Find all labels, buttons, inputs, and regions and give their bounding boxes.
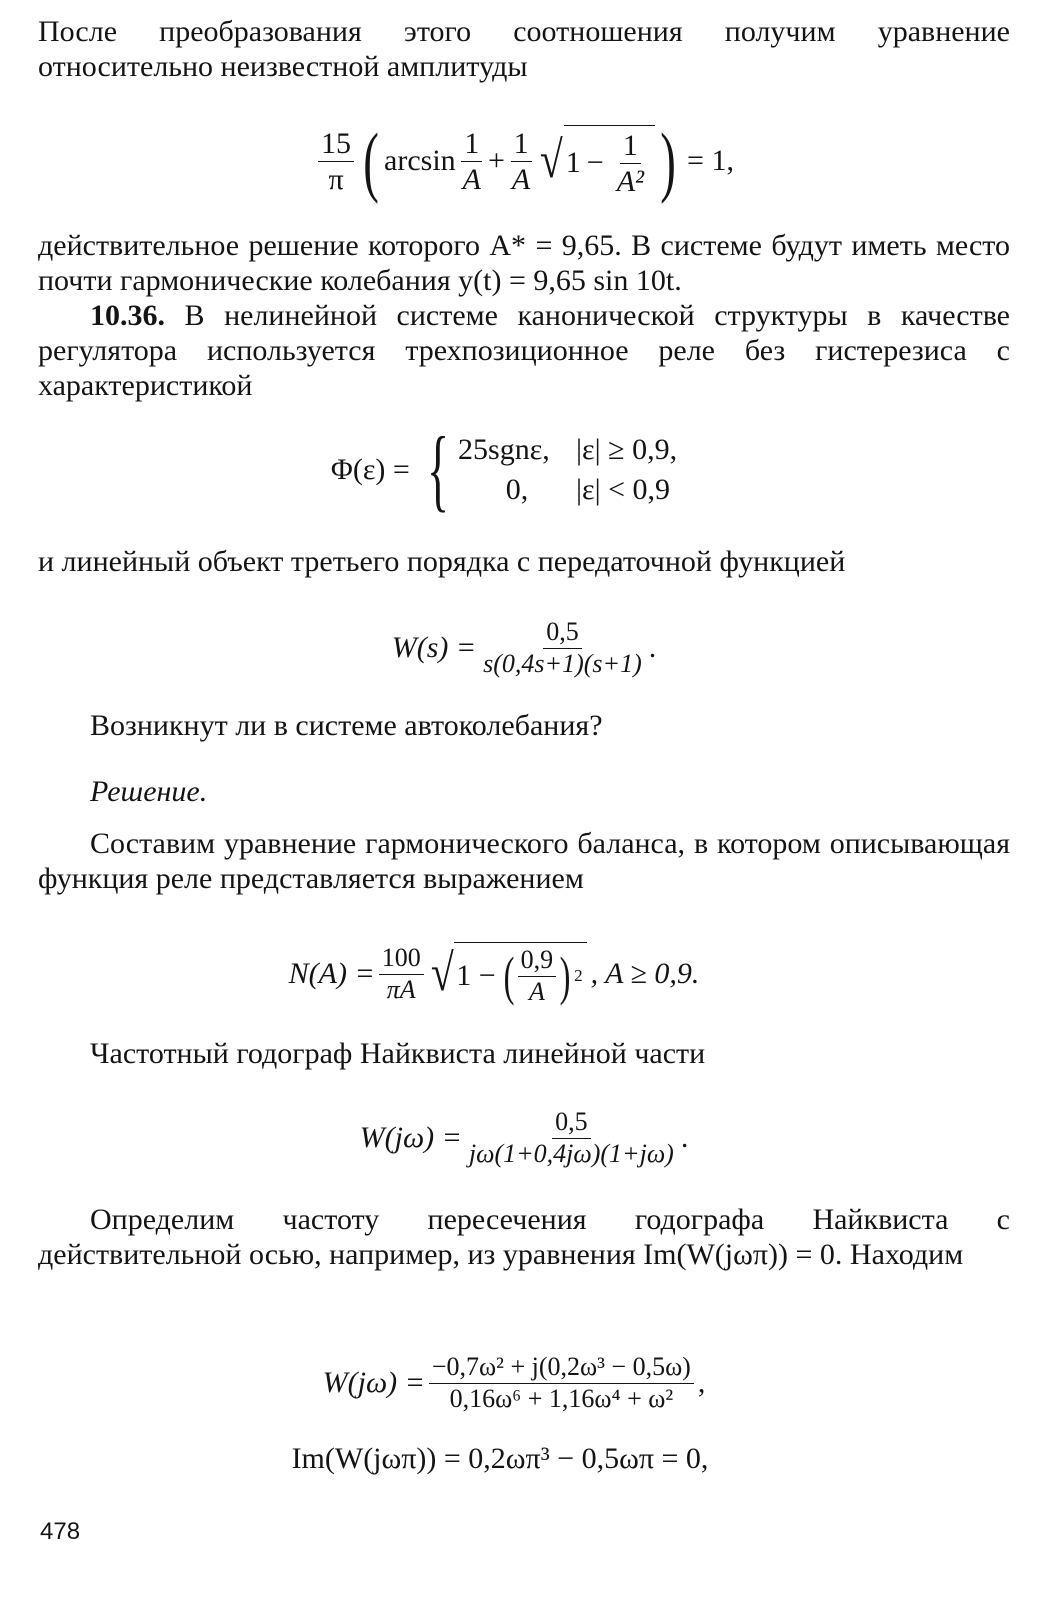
page-number: 478 bbox=[40, 1518, 81, 1545]
equation-frequency-response: W(jω) = $\frac{\text{−0,7ω² + j(0,2ω³ − 0,5ω)}}{\text{0,16ω⁶ + 1,16ω⁴ + ω²}}$ , bbox=[322, 1351, 706, 1413]
sqrt: √ 1 − ( $\frac{0,9}{A}$ ) 2 bbox=[428, 942, 587, 1006]
paragraph-4: и линейный объект третьего порядка с передаточной функцией bbox=[38, 545, 846, 578]
equation-relay: Φ(ε) = { 25sgnε, |ε| ≥ 0,9, 0, |ε| < 0,9 bbox=[330, 418, 678, 521]
sqrt: √ 1 − $\frac{1}{\text{A²}}$ bbox=[537, 125, 655, 198]
paragraph-5: Возникнут ли в системе автоколебания? bbox=[90, 709, 603, 742]
coef-fraction: $\frac{15}{\pi}$ bbox=[318, 127, 354, 196]
paragraph-2: действительное решение которого A* = 9,65. В системе будут иметь место почти гармонические колебания y(t) = 9,65 sin 10t. bbox=[38, 229, 1010, 297]
paragraph-7: Частотный годограф Найквиста линейной части bbox=[90, 1037, 706, 1070]
equation-amplitude: $\frac{15}{\pi}$ ( arcsin $\frac{1}{A}$ + $\frac{1}{A}$ √ 1 − $\frac{1}{\text{A²}}$ ) = 1, bbox=[0, 118, 1048, 204]
paragraph-8: Определим частоту пересечения годографа Найквиста с действительной осью, например, из уравнения Im(W(jωπ)) = 0. Находим bbox=[38, 1203, 1010, 1271]
equation-describing-function: N(A) = $\frac{100}{\pi A}$ √ 1 − ( $\frac{0,9}{A}$ ) 2 , A ≥ 0,9. bbox=[288, 942, 700, 1006]
solution-label: Решение. bbox=[90, 775, 208, 808]
equation-transfer-function: W(s) = $\frac{0,5}{s(0,4s+1)(s+1)}$ . bbox=[391, 616, 657, 678]
paragraph-6: Составим уравнение гармонического баланса, в котором описывающая функция реле представляется выражением bbox=[38, 827, 1010, 895]
paragraph-1: После преобразования этого соотношения получим уравнение относительно неизвестной амплитуды bbox=[38, 15, 1010, 83]
paragraph-3: 10.36. В нелинейной системе канонической структуры в качестве регулятора используется трехпозиционное реле без гистерезиса с характеристикой bbox=[38, 299, 1010, 402]
equation-imaginary-part: Im(W(jωπ)) = 0,2ωπ³ − 0,5ωπ = 0, bbox=[291, 1442, 709, 1475]
equation-nyquist: W(jω) = $\frac{0,5}{j\omega(1+0,4j\omega)(1+j\omega)}$ . bbox=[359, 1106, 689, 1168]
problem-number: 10.36. bbox=[90, 299, 165, 332]
